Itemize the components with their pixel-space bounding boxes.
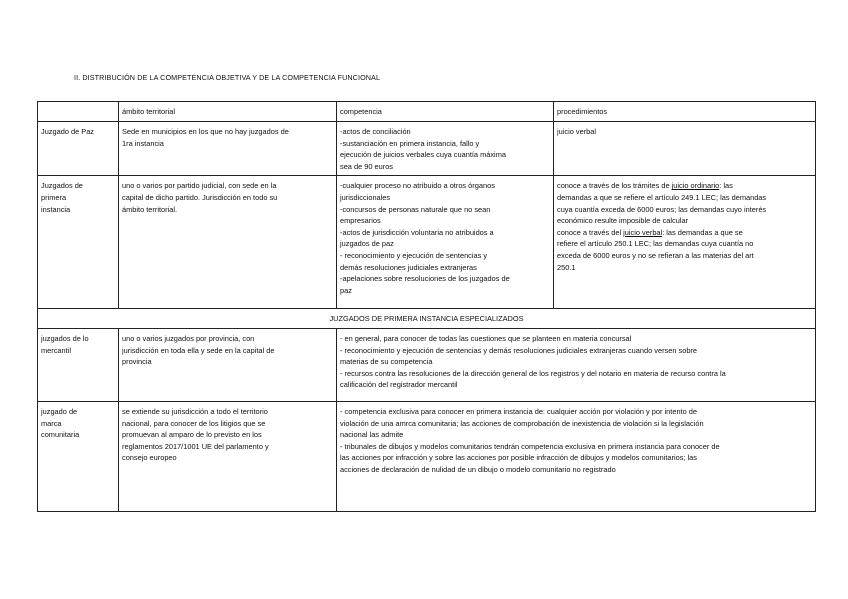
juicio-verbal-link: juicio verbal bbox=[623, 227, 663, 237]
ambito-text: uno o varios juzgados por provincia, con jurisdicción en toda ella y sede en la capital de provincia bbox=[122, 333, 275, 367]
competence-table bbox=[37, 101, 816, 512]
header-ambito: ámbito territorial bbox=[119, 102, 337, 122]
competencia-cell bbox=[337, 122, 554, 176]
table-row bbox=[38, 401, 816, 511]
document-title: II. DISTRIBUCIÓN DE LA COMPETENCIA OBJETIVA Y DE LA COMPETENCIA FUNCIONAL bbox=[74, 73, 381, 82]
competencia-text: - competencia exclusiva para conocer en primera instancia de: cualquier acción por violación y por intento de violación de una amrca comunitaria; las acciones de comprobación de inexistencia de violación si la legislación nacional las admite - tribunales de dibujos y modelos comunitarios tendrán competencia exclusiva en primera instancia para conocer de las acciones por infracción y sobre las acciones por posible infracción de dibujos y modelos comunitarios; las acciones de declaración de nulidad de un dibujo o modelo comunitario no registrado bbox=[340, 406, 720, 474]
ambito-cell bbox=[119, 328, 337, 401]
competencia-text: -actos de conciliación -sustanciación en primera instancia, fallo y ejecución de juicios verbales cuya cuantía máxima sea de 90 euros bbox=[340, 127, 506, 171]
organ-cell bbox=[38, 122, 119, 176]
table-header-row bbox=[38, 102, 816, 122]
organ-name: Juzgados de primera instancia bbox=[41, 181, 83, 214]
ambito-text: Sede en municipios en los que no hay juzgados de 1ra instancia bbox=[122, 127, 289, 148]
ambito-text: uno o varios por partido judicial, con sede en la capital de dicho partido. Jurisdicción en todo su ámbito territorial. bbox=[122, 181, 278, 214]
organ-name: Juzgado de Paz bbox=[41, 127, 95, 136]
header-procedimientos: procedimientos bbox=[554, 102, 816, 122]
proc-rest-verbal: : las demandas a que se refiere el artículo 250.1 LEC; las demandas cuya cuantía no exceda de 6000 euros y no se refieran a las materias del art 250.1 bbox=[557, 227, 754, 272]
juicio-ordinario-link: juicio ordinario bbox=[671, 181, 720, 191]
procedimientos-cell bbox=[554, 176, 816, 309]
competencia-cell bbox=[337, 176, 554, 309]
table-row bbox=[38, 122, 816, 176]
competencia-cell bbox=[337, 328, 816, 401]
organ-cell bbox=[38, 176, 119, 309]
ambito-text: se extiende su jurisdicción a todo el territorio nacional, para conocer de los litigios que se promuevan al amparo de lo previsto en los reglamentos 2017/1001 UE del parlamento y consejo europeo bbox=[122, 406, 269, 463]
organ-name: juzgados de lo mercantil bbox=[41, 333, 89, 355]
header-empty bbox=[38, 102, 119, 122]
ambito-cell bbox=[119, 122, 337, 176]
procedimientos-cell bbox=[554, 122, 816, 176]
organ-cell bbox=[38, 401, 119, 511]
organ-name: juzgado de marca comunitaria bbox=[41, 406, 80, 440]
competencia-cell bbox=[337, 401, 816, 511]
procedimientos-text: juicio verbal bbox=[557, 127, 597, 136]
section-title: JUZGADOS DE PRIMERA INSTANCIA ESPECIALIZADOS bbox=[38, 309, 816, 329]
organ-cell bbox=[38, 328, 119, 401]
proc-rest-ordinario: : las demandas a que se refiere el artículo 249.1 LEC; las demandas cuya cuantía exceda de 6000 euros; las demandas cuyo interés económico resulte imposible de calcular bbox=[557, 181, 767, 226]
section-row bbox=[38, 309, 816, 329]
ambito-cell bbox=[119, 176, 337, 309]
competencia-text: - en general, para conocer de todas las cuestiones que se planteen en materia concursal - reconocimiento y ejecución de sentencias y demás resoluciones judiciales extranjeras cuando versen sobre materias de su competencia - recursos contra las resoluciones de la dirección general de los registros y del notario en materia de recurso contra la calificación del registrador mercantil bbox=[340, 333, 726, 390]
procedimientos-text bbox=[557, 180, 812, 273]
proc-prefix-ordinario: conoce a través de los trámites de bbox=[557, 181, 672, 191]
table-row bbox=[38, 176, 816, 309]
competencia-text: -cualquier proceso no atribuido a otros órganos jurisdiccionales -concursos de personas naturale que no sean empresarios -actos de jurisdicción voluntaria no atribuidos a juzgados de paz - reconocimiento y ejecución de sentencias y demás resoluciones judiciales extranjeras -apelaciones sobre resoluciones de los juzgados de paz bbox=[340, 181, 510, 295]
header-competencia: competencia bbox=[337, 102, 554, 122]
ambito-cell bbox=[119, 401, 337, 511]
table-row bbox=[38, 328, 816, 401]
proc-prefix-verbal: conoce a través del bbox=[557, 227, 624, 237]
